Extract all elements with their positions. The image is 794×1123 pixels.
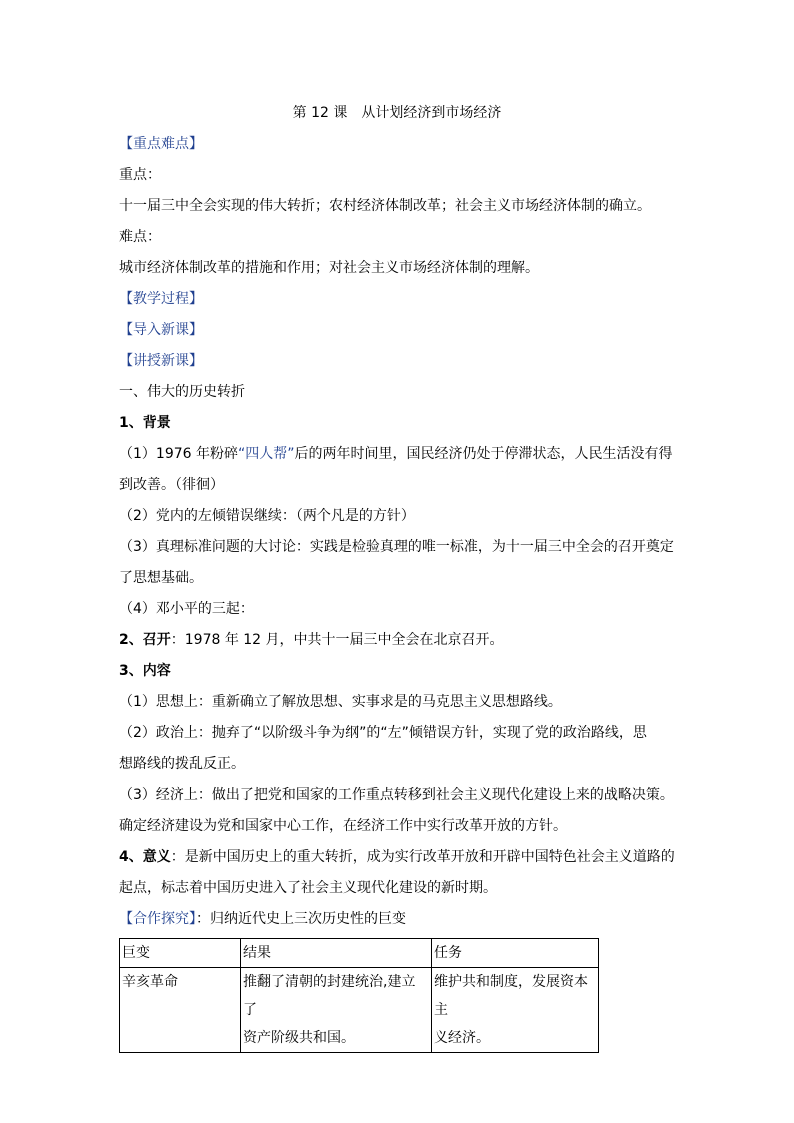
key-points-label: 重点： bbox=[119, 167, 161, 183]
convene-line bbox=[119, 625, 679, 656]
difficult-points-text: 城市经济体制改革的措施和作用；对社会主义市场经济体制的理解。 bbox=[119, 260, 539, 276]
convene-text: ：1978 年 12 月，中共十一届三中全会在北京召开。 bbox=[170, 632, 504, 648]
table-header-cell: 结果 bbox=[241, 939, 432, 968]
section-key-difficult: 【重点难点】 bbox=[119, 136, 203, 152]
table-cell-line: 资产阶级共和国。 bbox=[243, 1030, 355, 1046]
heading-content: 3、内容 bbox=[119, 663, 171, 679]
table-cell-line: 推翻了清朝的封建统治,建立了 bbox=[243, 974, 416, 1018]
significance-line-cont: 起点，标志着中国历史进入了社会主义现代化建设的新时期。 bbox=[119, 880, 497, 896]
coop-label: 【合作探究】 bbox=[119, 911, 196, 927]
heading-background: 1、背景 bbox=[119, 415, 171, 431]
significance-label: 4、意义 bbox=[119, 849, 171, 865]
content-item-2: （2）政治上：抛弃了“以阶级斗争为纲”的“左”倾错误方针，实现了党的政治路线，思 bbox=[119, 725, 647, 741]
table-cell-line: 义经济。 bbox=[434, 1030, 490, 1046]
table-header-cell: 巨变 bbox=[120, 939, 241, 968]
coop-line bbox=[119, 904, 679, 935]
table-header-row bbox=[120, 939, 599, 968]
content-item-3: （3）经济上：做出了把党和国家的工作重点转移到社会主义现代化建设上来的战略决策。 bbox=[119, 787, 674, 803]
table-cell bbox=[432, 968, 599, 1053]
background-item-1-cont: 到改善。（徘徊） bbox=[119, 477, 224, 493]
key-points-text: 十一届三中全会实现的伟大转折；农村经济体制改革；社会主义市场经济体制的确立。 bbox=[119, 198, 651, 214]
heading-part-one: 一、伟大的历史转折 bbox=[119, 384, 245, 400]
section-new-lesson: 【讲授新课】 bbox=[119, 353, 203, 369]
background-item-1 bbox=[119, 439, 679, 470]
content-item-3-cont: 确定经济建设为党和国家中心工作，在经济工作中实行改革开放的方针。 bbox=[119, 818, 567, 834]
difficult-points-label: 难点： bbox=[119, 229, 161, 245]
background-item-3-cont: 了思想基础。 bbox=[119, 570, 203, 586]
coop-text: ：归纳近代史上三次历史性的巨变 bbox=[196, 911, 406, 927]
table-cell bbox=[241, 968, 432, 1053]
background-item-1-b: 后的两年时间里，国民经济仍处于停滞状态，人民生活没有得 bbox=[294, 446, 673, 462]
table-header-cell: 任务 bbox=[432, 939, 599, 968]
background-item-1-a: （1）1976 年粉碎 bbox=[119, 446, 238, 462]
section-teaching-process: 【教学过程】 bbox=[119, 291, 203, 307]
background-item-1-quote: “四人帮” bbox=[238, 446, 295, 462]
background-item-2: （2）党内的左倾错误继续：（两个凡是的方针） bbox=[119, 508, 415, 524]
lesson-title: 第 12 课 从计划经济到市场经济 bbox=[292, 105, 502, 121]
background-item-4: （4）邓小平的三起： bbox=[119, 601, 254, 617]
table-cell-line: 维护共和制度，发展资本主 bbox=[434, 974, 588, 1018]
table-row bbox=[120, 968, 599, 1053]
background-item-3: （3）真理标准问题的大讨论：实践是检验真理的唯一标准，为十一届三中全会的召开奠定 bbox=[119, 539, 674, 555]
significance-text: ：是新中国历史上的重大转折，成为实行改革开放和开辟中国特色社会主义道路的 bbox=[170, 849, 675, 865]
convene-label: 2、召开 bbox=[119, 632, 171, 648]
content-item-1: （1）思想上：重新确立了解放思想、实事求是的马克思主义思想路线。 bbox=[119, 694, 562, 710]
content-item-2-cont: 想路线的拨乱反正。 bbox=[119, 756, 245, 772]
table-cell: 辛亥革命 bbox=[120, 968, 241, 1053]
history-change-table bbox=[119, 938, 599, 1053]
section-intro: 【导入新课】 bbox=[119, 322, 203, 338]
significance-line bbox=[119, 842, 679, 873]
